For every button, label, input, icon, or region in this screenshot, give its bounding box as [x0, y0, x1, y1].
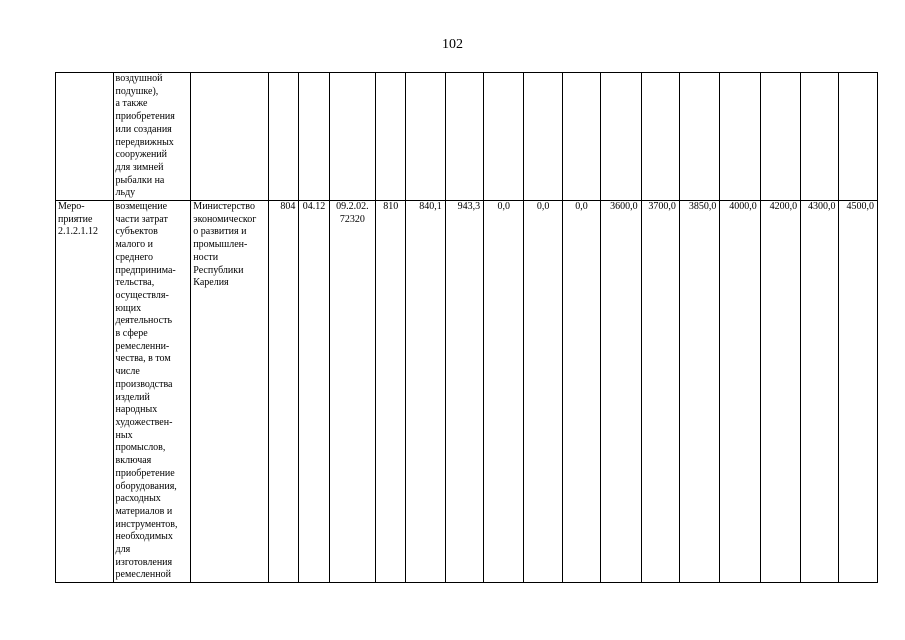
description-cell: воздушной подушке), а также приобретения или создания передвижных сооружений для зимней рыбалки на льду	[113, 73, 191, 201]
table-row-measure	[56, 201, 878, 583]
csr-cell: 09.2.02. 72320	[329, 201, 375, 583]
description-cell: возмещение части затрат субъектов малого и среднего предпринима- тельства, осуществля- ющих деятельность в сфере ремесленни- чества, в том числе производства изделий народных художествен- ных промыслов, включая приобретение оборудования, расходных материалов и инструментов, необходимых для изготовления ремесленной	[113, 201, 191, 583]
measure-cell	[56, 73, 114, 201]
value-cell: 0,0	[484, 201, 524, 583]
value-cell: 3850,0	[679, 201, 719, 583]
value-cell: 0,0	[562, 201, 600, 583]
executor-cell	[191, 73, 269, 201]
csr-cell	[329, 73, 375, 201]
grbs-cell: 804	[269, 201, 299, 583]
value-cell	[720, 73, 760, 201]
value-cell: 0,0	[524, 201, 562, 583]
rzpr-cell	[299, 73, 329, 201]
value-cell: 4200,0	[760, 201, 800, 583]
value-cell	[801, 73, 839, 201]
value-cell: 4300,0	[801, 201, 839, 583]
table-row-continuation	[56, 73, 878, 201]
value-cell: 943,3	[445, 201, 483, 583]
value-cell	[679, 73, 719, 201]
grbs-cell	[269, 73, 299, 201]
value-cell	[760, 73, 800, 201]
budget-table	[55, 72, 878, 583]
value-cell	[641, 73, 679, 201]
value-cell: 840,1	[406, 201, 445, 583]
value-cell	[484, 73, 524, 201]
value-cell: 3700,0	[641, 201, 679, 583]
value-cell	[601, 73, 641, 201]
value-cell: 3600,0	[601, 201, 641, 583]
executor-cell: Министерство экономическог о развития и промышлен- ности Республики Карелия	[191, 201, 269, 583]
value-cell	[406, 73, 445, 201]
value-cell	[839, 73, 878, 201]
value-cell: 4500,0	[839, 201, 878, 583]
page-number: 102	[442, 37, 463, 52]
vr-cell	[376, 73, 406, 201]
value-cell	[524, 73, 562, 201]
value-cell: 4000,0	[720, 201, 760, 583]
value-cell	[445, 73, 483, 201]
rzpr-cell: 04.12	[299, 201, 329, 583]
measure-cell: Меро- приятие 2.1.2.1.12	[56, 201, 114, 583]
vr-cell: 810	[376, 201, 406, 583]
value-cell	[562, 73, 600, 201]
